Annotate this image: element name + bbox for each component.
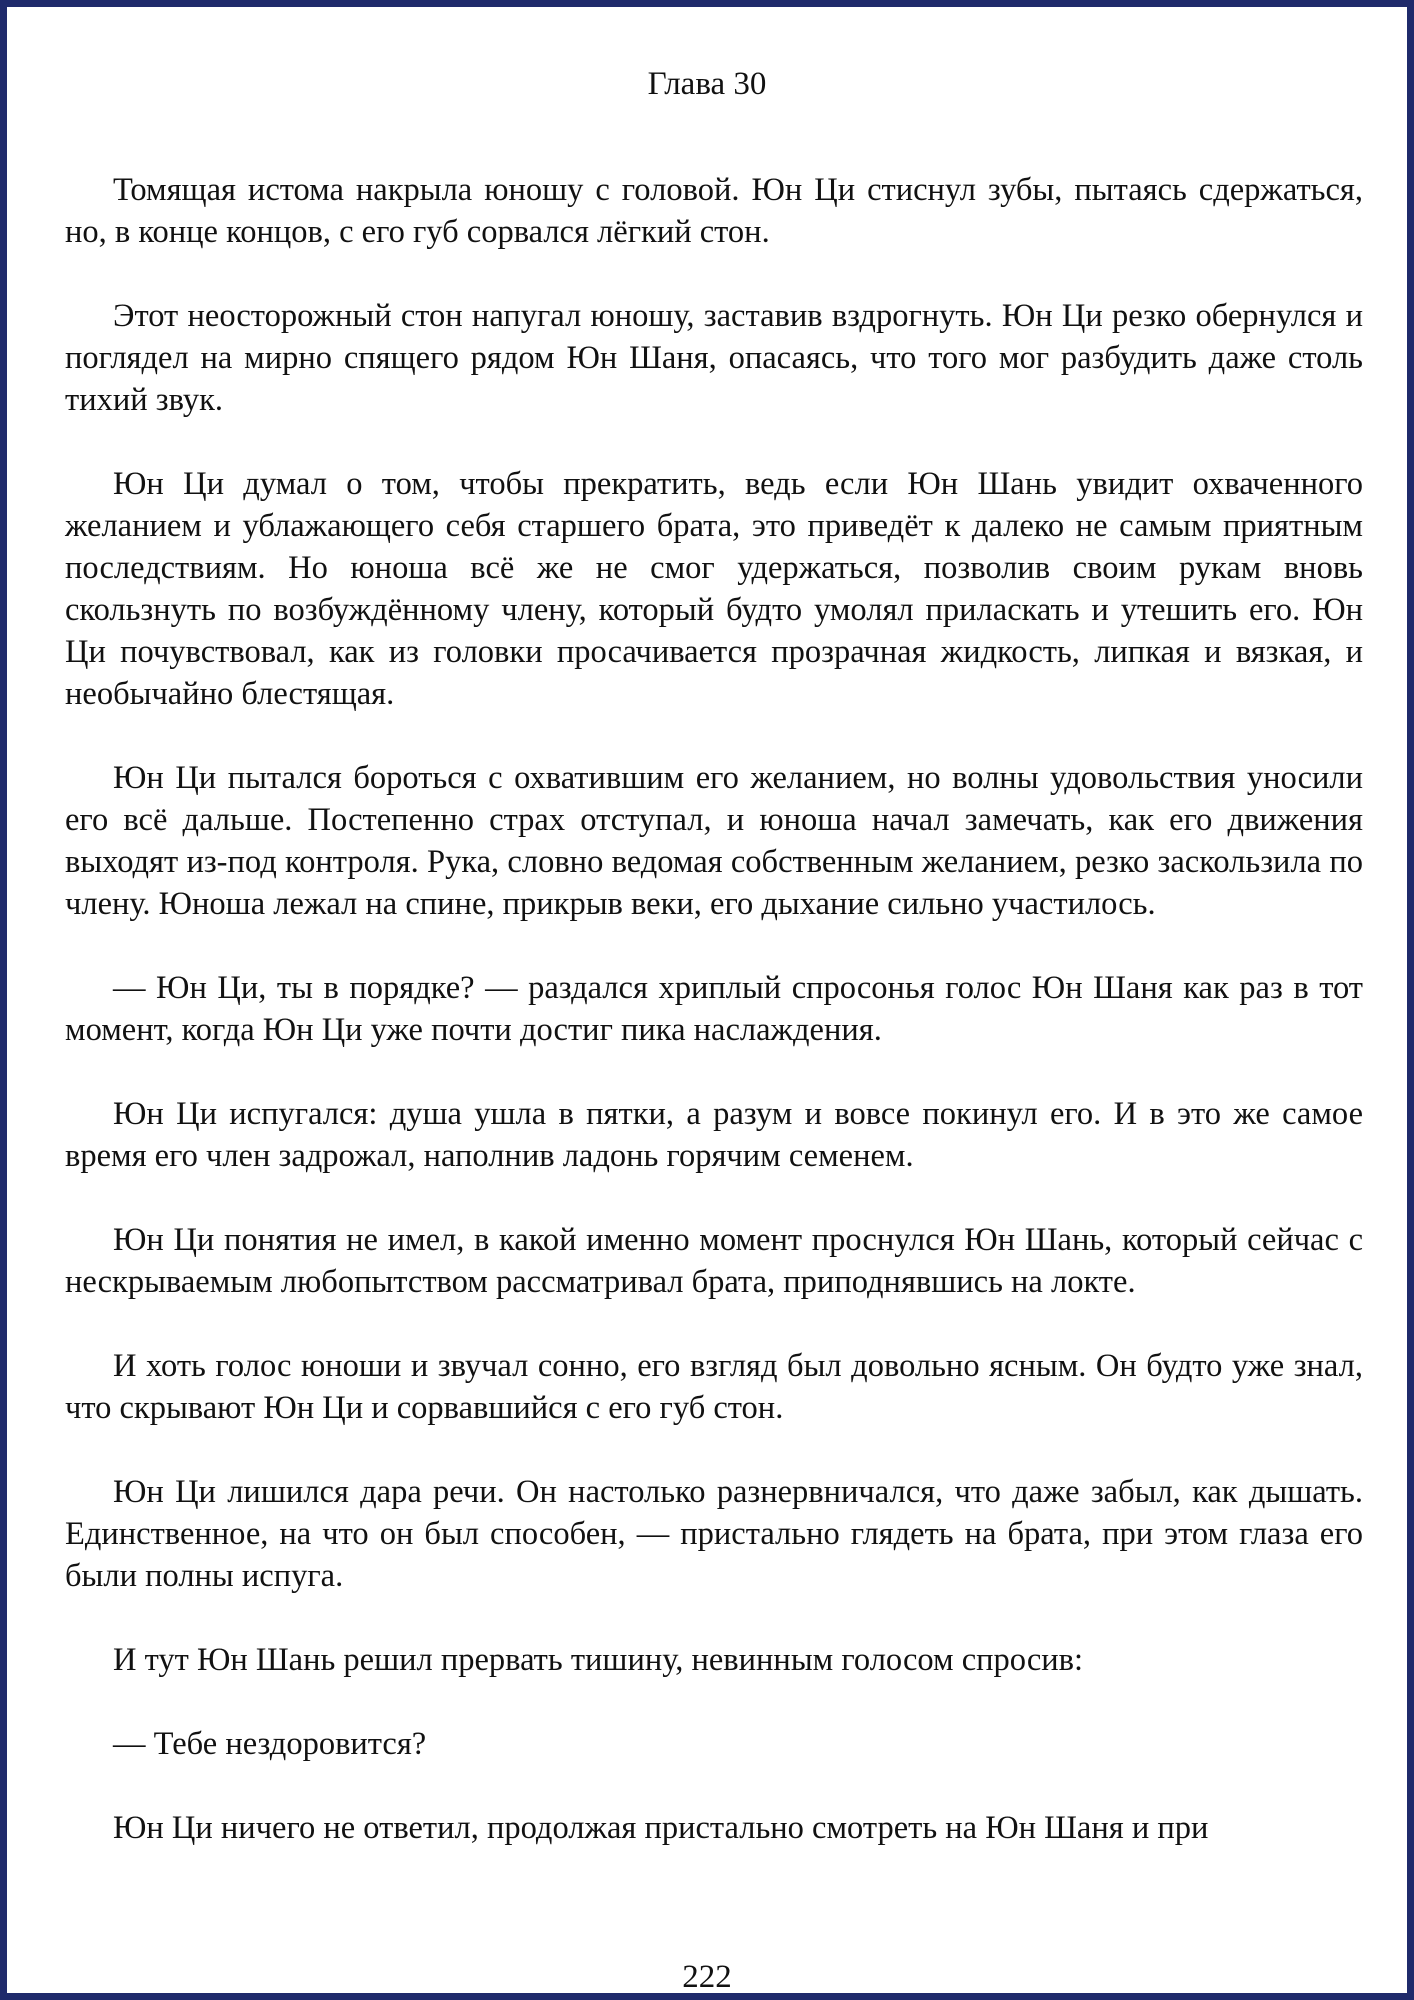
paragraph-10: И тут Юн Шань решил прервать тишину, невинным голосом спросив:: [113, 1642, 1084, 1678]
paragraph-5: — Юн Ци, ты в порядке? — раздался хриплый спросонья голос Юн Шаня как раз в тот момент, когда Юн Ци уже почти достиг пика наслаждения.: [65, 970, 1363, 1048]
paragraph-11: — Тебе нездоровится?: [113, 1726, 427, 1762]
page-number: 222: [682, 1959, 732, 1995]
paragraph-6: Юн Ци испугался: душа ушла в пятки, а разум и вовсе покинул его. И в это же самое время его член задрожал, наполнив ладонь горячим семенем.: [65, 1096, 1363, 1174]
paragraph-9: Юн Ци лишился дара речи. Он настолько разнервничался, что даже забыл, как дышать. Единственное, на что он был способен, — пристально глядеть на брата, при этом глаза его были полны испуга.: [65, 1474, 1363, 1594]
chapter-body: [65, 169, 1363, 1891]
paragraph-8: И хоть голос юноши и звучал сонно, его взгляд был довольно ясным. Он будто уже знал, что скрывают Юн Ци и сорвавшийся с его губ стон.: [65, 1348, 1363, 1426]
paragraph-1: Томящая истома накрыла юношу с головой. Юн Ци стиснул зубы, пытаясь сдержаться, но, в конце концов, с его губ сорвался лёгкий стон.: [65, 172, 1363, 250]
paragraph-7: Юн Ци понятия не имел, в какой именно момент проснулся Юн Шань, который сейчас с нескрываемым любопытством рассматривал брата, приподнявшись на локте.: [65, 1222, 1363, 1300]
paragraph-4: Юн Ци пытался бороться с охватившим его желанием, но волны удовольствия уносили его всё дальше. Постепенно страх отступал, и юноша начал замечать, как его движения выходят из-под контроля. Рука, словно ведомая собственным желанием, резко заскользила по члену. Юноша лежал на спине, прикрыв веки, его дыхание сильно участилось.: [65, 760, 1363, 922]
paragraph-2: Этот неосторожный стон напугал юношу, заставив вздрогнуть. Юн Ци резко обернулся и поглядел на мирно спящего рядом Юн Шаня, опасаясь, что того мог разбудить даже столь тихий звук.: [65, 298, 1363, 418]
paragraph-3: Юн Ци думал о том, чтобы прекратить, ведь если Юн Шань увидит охваченного желанием и ублажающего себя старшего брата, это приведёт к далеко не самым приятным последствиям. Но юноша всё же не смог удержаться, позволив своим рукам вновь скользнуть по возбуждённому члену, который будто умолял приласкать и утешить его. Юн Ци почувствовал, как из головки просачивается прозрачная жидкость, липкая и вязкая, и необычайно блестящая.: [65, 466, 1363, 712]
paragraph-12: Юн Ци ничего не ответил, продолжая пристально смотреть на Юн Шаня и при: [113, 1810, 1209, 1846]
chapter-title: Глава 30: [647, 66, 767, 102]
